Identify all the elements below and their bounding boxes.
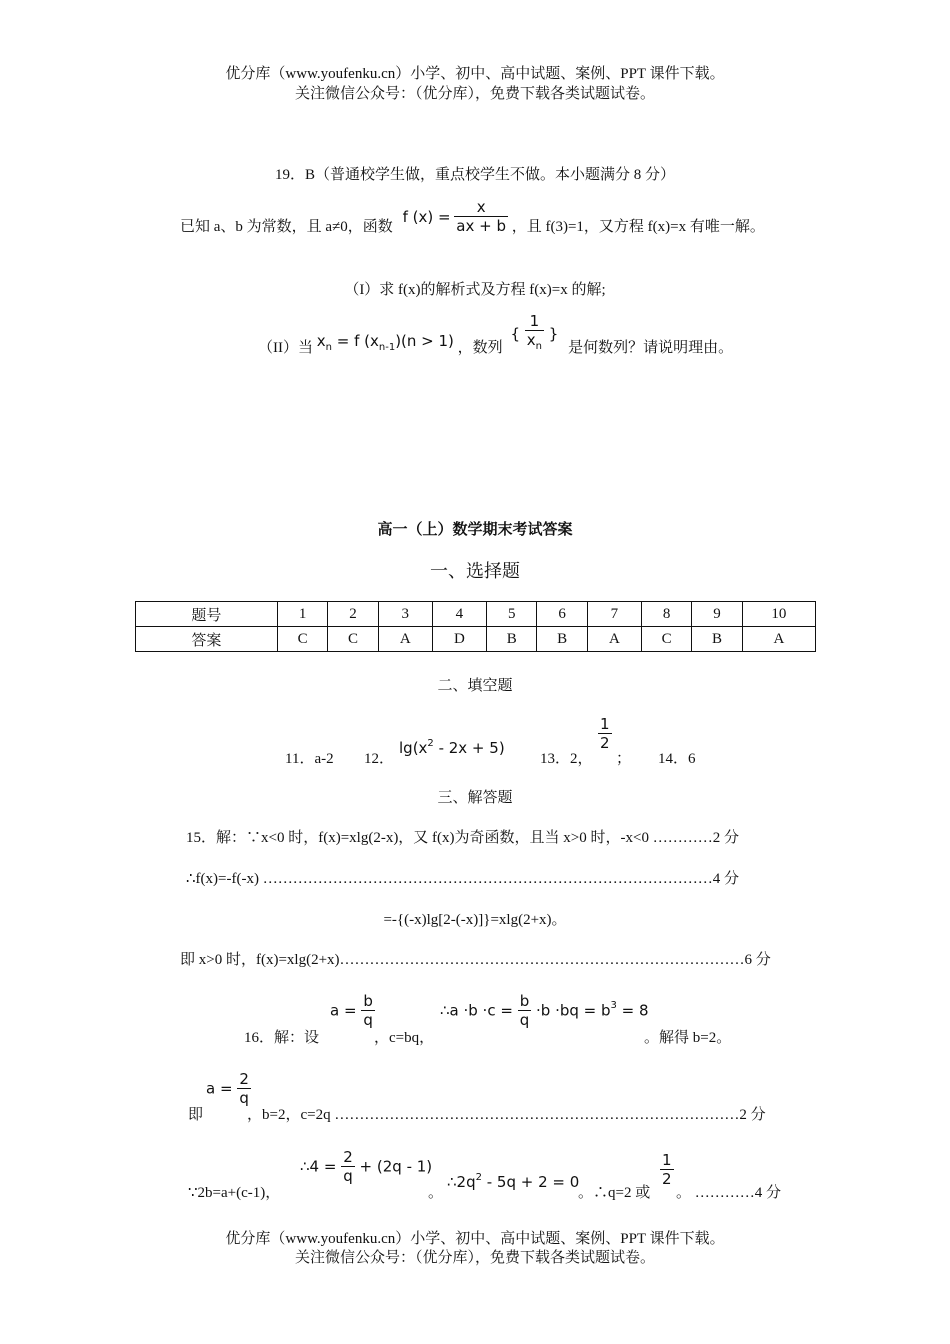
q16-prod-a: ∴a ·b ·c = — [440, 1001, 513, 1020]
fill-13-label: 13．2， — [540, 751, 593, 767]
q16-four-denominator: q — [343, 1167, 353, 1185]
table-cell: 2 — [328, 602, 378, 627]
footer-line-2: 关注微信公众号：（优分库），免费下载各类试题试卷。 — [294, 1250, 655, 1266]
q16-product-expr — [440, 992, 649, 1029]
table-cell: 6 — [537, 602, 587, 627]
fill-13-numerator: 1 — [600, 715, 610, 733]
q16-dot-1: 。 — [428, 1185, 444, 1201]
q19-fx-denominator: ax + b — [456, 217, 506, 235]
q19-seq-fraction — [525, 312, 544, 356]
q19-given — [180, 198, 765, 245]
section-choice: 一、选择题 — [430, 561, 520, 581]
table-cell: A — [378, 627, 432, 652]
q19-seq-denominator — [525, 331, 544, 356]
table-cell: 9 — [692, 602, 742, 627]
q16-quad-b: - 5q + 2 = 0 — [481, 1173, 580, 1191]
table-cell: 1 — [277, 602, 327, 627]
q19-mid: = f (x — [336, 331, 379, 350]
table-cell: D — [432, 627, 486, 652]
q16-q-denominator: 2 — [662, 1170, 672, 1188]
q19-part2-suffix: 是何数列？请说明理由。 — [568, 339, 734, 356]
fill-13-denominator: 2 — [600, 734, 610, 752]
q16-prod-b: ·b ·bq = b — [536, 1001, 611, 1020]
q16-ji: 即 — [188, 1107, 204, 1123]
table-cell: A — [742, 627, 815, 652]
fill-12-sup: 2 — [427, 738, 434, 749]
q16-line-2-rest: ，b=2，c=2q ………………………………………………………………………2 分 — [247, 1107, 766, 1123]
q15-line-4: 即 x>0 时，f(x)=xlg(2+x)………………………………………………………………………6 分 — [180, 952, 771, 968]
q19-part2-prefix: （II）当 — [258, 339, 313, 356]
q16-prod-sup: 3 — [610, 1000, 617, 1011]
q19-fx-fraction — [454, 198, 508, 235]
q16-four-eq: ∴4 = — [300, 1157, 337, 1176]
table-header-label: 题号 — [136, 602, 278, 627]
q16-a2-expr — [206, 1070, 251, 1107]
table-cell: 8 — [641, 602, 691, 627]
fill-12-label: 12． — [364, 751, 395, 767]
table-row-numbers — [136, 602, 816, 627]
footer-line-1: 优分库（www.youfenku.cn）小学、初中、高中试题、案例、PPT 课件下载。 — [225, 1231, 725, 1247]
section-solve: 三、解答题 — [437, 790, 513, 806]
q19-seq-numerator: 1 — [525, 312, 544, 331]
q16-solve: 。解得 b=2。 — [644, 1030, 732, 1046]
q16-q-numerator: 1 — [662, 1151, 672, 1169]
fill-13-suffix: ； — [616, 751, 632, 767]
q19-n1: n-1 — [378, 341, 396, 353]
header-line-2: 关注微信公众号：（优分库），免费下载各类试题试卷。 — [294, 86, 655, 102]
fill-13-fraction — [598, 715, 612, 752]
q16-a-eq: a = — [330, 1001, 357, 1020]
q19-fx-lhs: f (x) = — [402, 207, 451, 226]
section-fill: 二、填空题 — [437, 678, 513, 694]
table-cell: B — [692, 627, 742, 652]
q19-recurrence — [317, 332, 454, 353]
table-cell: 10 — [742, 602, 815, 627]
q16-a2-numerator: 2 — [239, 1070, 249, 1088]
q16-quad-sup: 2 — [475, 1172, 482, 1183]
q16-a-denominator: q — [363, 1011, 373, 1029]
answers-title: 高一（上）数学期末考试答案 — [377, 522, 573, 538]
fill-11: 11．a-2 — [285, 751, 334, 767]
q15-line-3: =-{(-x)lg[2-(-x)]}=xlg(2+x)。 — [383, 912, 567, 928]
table-cell: A — [587, 627, 641, 652]
table-cell: 7 — [587, 602, 641, 627]
table-cell: C — [641, 627, 691, 652]
q16-a-numerator: b — [363, 992, 373, 1010]
q19-part2 — [258, 312, 734, 368]
q16-quadratic — [447, 1172, 579, 1191]
table-cell: B — [487, 627, 537, 652]
q16-a-expr — [330, 992, 375, 1029]
fill-12-expr — [399, 738, 505, 757]
q16-a2-eq: a = — [206, 1079, 233, 1098]
q19-seq-n: n — [535, 341, 542, 352]
q15-line-2: ∴f(x)=-f(-x) ………………………………………………………………………………4 分 — [186, 871, 739, 887]
q16-since: ∵2b=a+(c-1)， — [188, 1185, 281, 1201]
table-cell: B — [537, 627, 587, 652]
q19-x: x — [316, 331, 326, 350]
table-cell: 4 — [432, 602, 486, 627]
q19-title: 19．B（普通校学生做，重点校学生不做。本小题满分 8 分） — [274, 167, 675, 183]
fill-12-expr-a: lg(x — [399, 739, 428, 757]
table-answer-label: 答案 — [136, 627, 278, 652]
q19-given-prefix: 已知 a、b 为常数，且 a≠0，函数 — [180, 218, 393, 235]
q16-prod-numerator: b — [519, 992, 530, 1010]
header-line-1: 优分库（www.youfenku.cn）小学、初中、高中试题、案例、PPT 课件下载。 — [225, 66, 725, 82]
q16-prod-denominator: q — [519, 1011, 530, 1029]
q16-q-fraction — [660, 1151, 674, 1188]
q16-c-eq: ，c=bq， — [374, 1030, 435, 1046]
q16-label: 16．解：设 — [244, 1030, 320, 1046]
answer-table — [135, 601, 816, 652]
q15-line-1: 15．解：∵x<0 时，f(x)=xlg(2-x)，又 f(x)为奇函数，且当 x>0 时，-x<0 …………2 分 — [186, 830, 739, 846]
q16-end: 。 …………4 分 — [676, 1185, 782, 1201]
fill-14: 14．6 — [658, 751, 696, 767]
q19-fx-numerator: x — [454, 198, 508, 217]
q19-given-suffix: ，且 f(3)=1，又方程 f(x)=x 有唯一解。 — [511, 218, 765, 235]
q16-quad-a: ∴2q — [447, 1173, 476, 1191]
q19-brace-close: } — [548, 325, 559, 343]
fill-12-expr-b: - 2x + 5) — [433, 739, 505, 757]
q19-seq-expr — [510, 312, 558, 356]
q19-brace-open: { — [510, 325, 520, 343]
q19-part1: （I）求 f(x)的解析式及方程 f(x)=x 的解; — [344, 282, 606, 298]
table-cell: 3 — [378, 602, 432, 627]
q16-four-numerator: 2 — [343, 1148, 353, 1166]
table-cell: C — [328, 627, 378, 652]
q16-four-expr — [300, 1148, 432, 1185]
q19-seq-x: x — [526, 331, 536, 349]
q19-cond: )(n > 1) — [395, 331, 454, 350]
q16-a2-denominator: q — [239, 1089, 249, 1107]
q19-seq-label: ，数列 — [457, 339, 503, 356]
table-row-answers — [136, 627, 816, 652]
table-cell: 5 — [487, 602, 537, 627]
q16-dot-2: 。∴q=2 或 — [578, 1185, 651, 1201]
q16-prod-c: = 8 — [616, 1001, 649, 1020]
table-cell: C — [277, 627, 327, 652]
q16-four-rest: + (2q - 1) — [359, 1157, 433, 1176]
q19-n: n — [325, 341, 332, 353]
